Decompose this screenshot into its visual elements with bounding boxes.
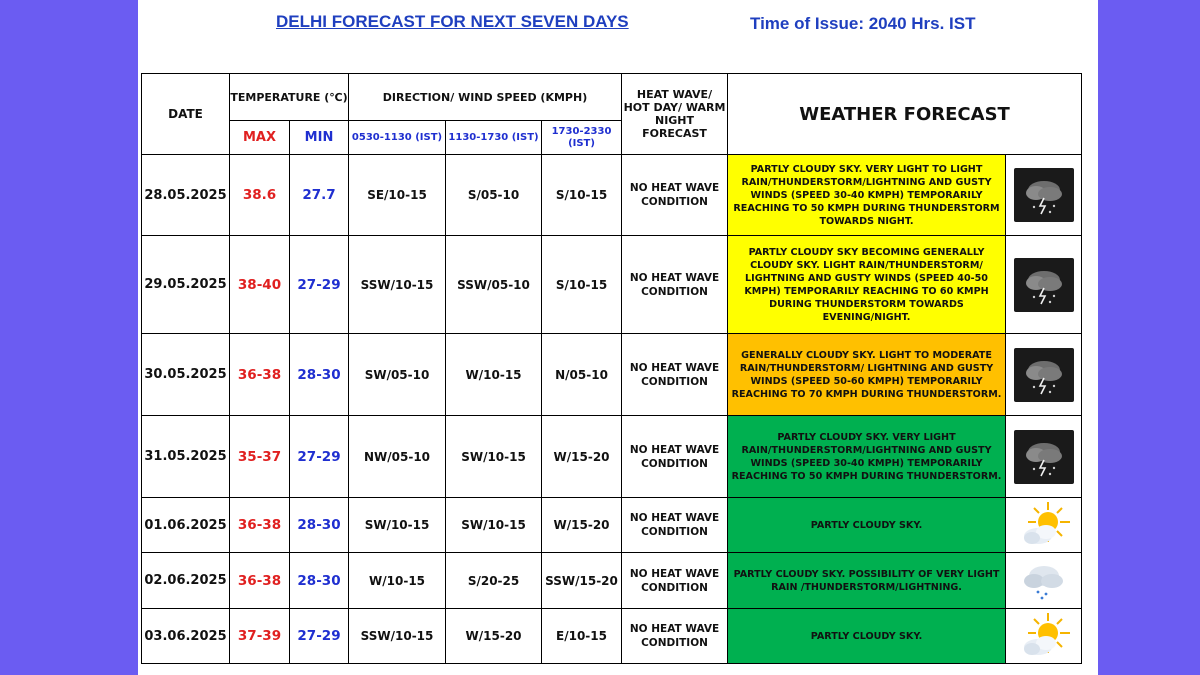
wind-slot-3-cell: E/10-15 — [542, 609, 622, 664]
wind-slot-2-cell: S/20-25 — [446, 553, 542, 609]
header-weather-forecast: WEATHER FORECAST — [728, 74, 1082, 155]
wind-slot-3-cell: S/10-15 — [542, 155, 622, 236]
min-temp-cell: 27.7 — [290, 155, 349, 236]
wind-slot-1-cell: SE/10-15 — [349, 155, 446, 236]
max-temp-cell: 38-40 — [230, 236, 290, 334]
wind-slot-1-cell: SSW/10-15 — [349, 236, 446, 334]
date-cell: 02.06.2025 — [142, 553, 230, 609]
heatwave-cell: NO HEAT WAVE CONDITION — [622, 498, 728, 553]
heatwave-cell: NO HEAT WAVE CONDITION — [622, 553, 728, 609]
min-temp-cell: 28-30 — [290, 553, 349, 609]
wind-slot-2-cell: W/10-15 — [446, 334, 542, 416]
forecast-text-cell: PARTLY CLOUDY SKY. VERY LIGHT TO LIGHT RAIN/THUNDERSTORM/LIGHTNING AND GUSTY WINDS (SPEED 30-40 KMPH) TEMPORARILY REACHING TO 50 KMPH DURING THUNDERSTORM TOWARDS NIGHT. — [728, 155, 1006, 236]
table-row — [142, 155, 1082, 236]
forecast-icon-cell — [1006, 334, 1082, 416]
table-row — [142, 334, 1082, 416]
min-temp-cell: 27-29 — [290, 609, 349, 664]
forecast-icon-cell — [1006, 236, 1082, 334]
forecast-document — [138, 0, 1098, 675]
wind-slot-3-cell: S/10-15 — [542, 236, 622, 334]
max-temp-cell: 36-38 — [230, 553, 290, 609]
header-temperature: TEMPERATURE (℃) — [230, 74, 349, 121]
max-temp-cell: 36-38 — [230, 498, 290, 553]
min-temp-cell: 27-29 — [290, 236, 349, 334]
thunderstorm-icon — [1014, 430, 1074, 484]
forecast-text-cell: PARTLY CLOUDY SKY BECOMING GENERALLY CLOUDY SKY. LIGHT RAIN/THUNDERSTORM/ LIGHTNING AND GUSTY WINDS (SPEED 40-50 KMPH) TEMPORARILY REACHING TO 60 KMPH DURING THUNDERSTORM TOWARDS EVENING/NIGHT. — [728, 236, 1006, 334]
wind-slot-2-cell: S/05-10 — [446, 155, 542, 236]
forecast-icon-cell — [1006, 155, 1082, 236]
date-cell: 28.05.2025 — [142, 155, 230, 236]
table-row — [142, 498, 1082, 553]
header-min: MIN — [290, 121, 349, 155]
wind-slot-1-cell: SW/10-15 — [349, 498, 446, 553]
issue-time: Time of Issue: 2040 Hrs. IST — [750, 14, 976, 33]
table-row — [142, 236, 1082, 334]
header-heatwave: HEAT WAVE/ HOT DAY/ WARM NIGHT FORECAST — [622, 74, 728, 155]
forecast-table — [141, 73, 1082, 664]
header-wind-slot-3: 1730-2330 (IST) — [542, 121, 622, 155]
wind-slot-2-cell: SW/10-15 — [446, 498, 542, 553]
forecast-text-cell: PARTLY CLOUDY SKY. — [728, 609, 1006, 664]
forecast-text-cell: PARTLY CLOUDY SKY. — [728, 498, 1006, 553]
wind-slot-2-cell: SW/10-15 — [446, 416, 542, 498]
date-cell: 03.06.2025 — [142, 609, 230, 664]
thunderstorm-icon — [1014, 348, 1074, 402]
forecast-icon-cell — [1006, 498, 1082, 553]
max-temp-cell: 38.6 — [230, 155, 290, 236]
wind-slot-3-cell: N/05-10 — [542, 334, 622, 416]
date-cell: 01.06.2025 — [142, 498, 230, 553]
header-wind-slot-1: 0530-1130 (IST) — [349, 121, 446, 155]
forecast-icon-cell — [1006, 416, 1082, 498]
partly-cloudy-icon — [1014, 609, 1074, 663]
wind-slot-1-cell: SSW/10-15 — [349, 609, 446, 664]
heatwave-cell: NO HEAT WAVE CONDITION — [622, 609, 728, 664]
header-date: DATE — [142, 74, 230, 155]
heatwave-cell: NO HEAT WAVE CONDITION — [622, 155, 728, 236]
partly-cloudy-icon — [1014, 498, 1074, 552]
table-row — [142, 609, 1082, 664]
date-cell: 29.05.2025 — [142, 236, 230, 334]
heatwave-cell: NO HEAT WAVE CONDITION — [622, 334, 728, 416]
forecast-icon-cell — [1006, 609, 1082, 664]
wind-slot-1-cell: NW/05-10 — [349, 416, 446, 498]
min-temp-cell: 27-29 — [290, 416, 349, 498]
header-max: MAX — [230, 121, 290, 155]
wind-slot-2-cell: SSW/05-10 — [446, 236, 542, 334]
thunderstorm-icon — [1014, 258, 1074, 312]
wind-slot-2-cell: W/15-20 — [446, 609, 542, 664]
forecast-icon-cell — [1006, 553, 1082, 609]
max-temp-cell: 37-39 — [230, 609, 290, 664]
heatwave-cell: NO HEAT WAVE CONDITION — [622, 416, 728, 498]
date-cell: 30.05.2025 — [142, 334, 230, 416]
table-row — [142, 553, 1082, 609]
wind-slot-3-cell: W/15-20 — [542, 416, 622, 498]
min-temp-cell: 28-30 — [290, 498, 349, 553]
forecast-text-cell: GENERALLY CLOUDY SKY. LIGHT TO MODERATE RAIN/THUNDERSTORM/ LIGHTNING AND GUSTY WINDS (SPEED 50-60 KMPH) TEMPORARILY REACHING TO 70 KMPH DURING THUNDERSTORM. — [728, 334, 1006, 416]
heatwave-cell: NO HEAT WAVE CONDITION — [622, 236, 728, 334]
header-wind-slot-2: 1130-1730 (IST) — [446, 121, 542, 155]
wind-slot-3-cell: SSW/15-20 — [542, 553, 622, 609]
min-temp-cell: 28-30 — [290, 334, 349, 416]
max-temp-cell: 36-38 — [230, 334, 290, 416]
wind-slot-1-cell: W/10-15 — [349, 553, 446, 609]
wind-slot-1-cell: SW/05-10 — [349, 334, 446, 416]
wind-slot-3-cell: W/15-20 — [542, 498, 622, 553]
header-wind: DIRECTION/ WIND SPEED (KMPH) — [349, 74, 622, 121]
date-cell: 31.05.2025 — [142, 416, 230, 498]
forecast-text-cell: PARTLY CLOUDY SKY. POSSIBILITY OF VERY LIGHT RAIN /THUNDERSTORM/LIGHTNING. — [728, 553, 1006, 609]
page-title: DELHI FORECAST FOR NEXT SEVEN DAYS — [276, 12, 629, 31]
table-row — [142, 416, 1082, 498]
light-rain-icon — [1014, 554, 1074, 608]
forecast-text-cell: PARTLY CLOUDY SKY. VERY LIGHT RAIN/THUNDERSTORM/LIGHTNING AND GUSTY WINDS (SPEED 30-40 KMPH) TEMPORARILY REACHING TO 50 KMPH DURING THUNDERSTORM. — [728, 416, 1006, 498]
thunderstorm-icon — [1014, 168, 1074, 222]
max-temp-cell: 35-37 — [230, 416, 290, 498]
